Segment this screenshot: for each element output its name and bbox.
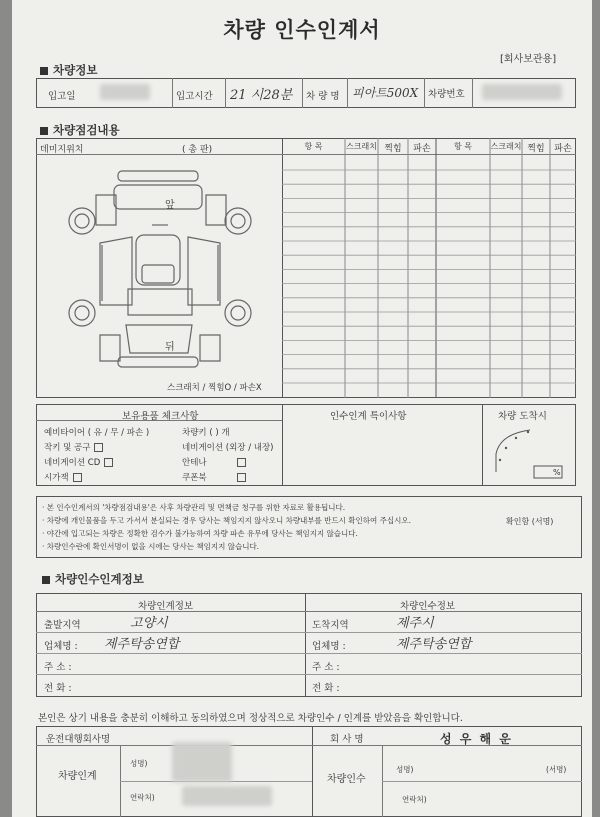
arrive-label: 도착지역 xyxy=(312,620,349,631)
left-company-label: 업체명 : xyxy=(44,641,78,652)
item-navigation: 네비게이션 (외장 / 내장) xyxy=(182,443,274,453)
square-bullet-icon xyxy=(42,576,50,584)
checkbox-navi-cd[interactable] xyxy=(104,458,113,467)
handover-heading: 차량인수인계정보 xyxy=(42,571,144,587)
company-name-label: 회 사 명 xyxy=(330,734,364,745)
square-bullet-icon xyxy=(40,127,48,135)
item-car-key: 차량키 ( ) 개 xyxy=(182,428,230,438)
inspection-header-1: 항 목 xyxy=(304,142,323,151)
notice-line-2: · 차량에 개인물품을 두고 가서서 분실되는 경우 당사는 책임지지 않사오니 차량내부를 반드시 확인하여 주십시오. xyxy=(42,516,412,525)
redacted-plate xyxy=(482,84,562,100)
fuel-percent-unit: % xyxy=(553,468,561,477)
inspection-header-4: 파손 xyxy=(413,144,431,154)
company-tag: [회사보관용] xyxy=(500,54,557,65)
inspection-header-5: 항 목 xyxy=(454,142,472,151)
driver-company-label: 운전대행회사명 xyxy=(46,734,111,745)
left-address-label: 주 소 : xyxy=(44,662,72,673)
model-value: 피아트500X xyxy=(352,86,419,100)
document-title: 차량 인수인계서 xyxy=(223,18,381,42)
inspection-header-7: 찍힘 xyxy=(527,144,545,154)
right-company-value: 제주탁송연합 xyxy=(396,637,472,652)
entry-time-value: 21 시28분 xyxy=(230,88,293,103)
item-coupon-book: 쿠폰북 xyxy=(182,471,246,483)
square-bullet-icon xyxy=(40,67,48,75)
right-address-label: 주 소 : xyxy=(312,662,340,673)
left-company-value: 제주탁송연합 xyxy=(104,637,180,652)
inspection-header-3: 찍힘 xyxy=(384,144,402,154)
notice-line-3: · 야간에 입고되는 차량은 정확한 검수가 불가능하여 차량 파손 유무에 당사는 책임지지 않습니다. xyxy=(42,529,358,538)
notice-line-4: · 차량인수란에 확인서명이 없을 시에는 당사는 책임지지 않습니다. xyxy=(42,542,260,551)
item-navi-cd: 네비게이션 CD xyxy=(44,456,113,468)
handover-left-title: 차량인계정보 xyxy=(138,601,194,612)
inspection-grid xyxy=(282,138,576,398)
special-notes-title: 인수인계 특이사항 xyxy=(330,411,407,422)
inspection-header-8: 파손 xyxy=(554,144,572,154)
model-label: 차 량 명 xyxy=(306,91,340,102)
agreement-statement: 본인은 상기 내용을 충분히 이해하고 동의하였으며 정상적으로 차량인수 / 인계를 받았음을 확인합니다. xyxy=(38,713,463,724)
inspection-header-2: 스크래치 xyxy=(346,142,377,151)
handover-contact-label: 연락처) xyxy=(130,793,155,802)
entry-time-label: 입고시간 xyxy=(176,91,213,102)
handover-sign-label: 차량인계 xyxy=(58,771,97,782)
item-jack: 작키 및 공구 xyxy=(44,441,103,453)
items-check-title: 보유용품 체크사항 xyxy=(122,411,199,422)
document-sheet xyxy=(12,0,592,817)
checkbox-cigar-jack[interactable] xyxy=(73,473,82,482)
checkbox-antenna[interactable] xyxy=(237,458,246,467)
right-phone-label: 전 화 : xyxy=(312,683,340,694)
vehicle-info-heading: 차량정보 xyxy=(40,62,97,78)
redacted-driver-company xyxy=(172,742,232,782)
damage-location-label: 데미지위치 xyxy=(40,145,84,155)
notice-confirm-sign: 확인함 (서명) xyxy=(506,517,554,526)
receive-sign-mark: (서명) xyxy=(546,765,567,774)
inspection-header-6: 스크래치 xyxy=(490,142,522,151)
redacted-handover-contact xyxy=(182,786,272,806)
checkbox-coupon-book[interactable] xyxy=(237,473,246,482)
company-name-value: 성 우 해 운 xyxy=(440,732,513,746)
handover-name-label: 성명) xyxy=(130,759,148,768)
depart-label: 출발지역 xyxy=(44,620,81,631)
arrive-value: 제주시 xyxy=(396,616,434,631)
car-damage-diagram xyxy=(56,165,266,375)
receive-sign-label: 차량인수 xyxy=(327,774,366,785)
receive-contact-label: 연락처) xyxy=(402,795,427,804)
item-spare-tire: 예비타이어 ( 유 / 무 / 파손 ) xyxy=(44,428,150,438)
right-company-label: 업체명 : xyxy=(312,641,346,652)
depart-value: 고양시 xyxy=(130,616,168,631)
damage-legend: 스크래치 / 찍힘O / 파손X xyxy=(167,383,262,393)
fuel-title: 차량 도착시 xyxy=(498,411,547,422)
item-cigar-jack: 시가잭 xyxy=(44,471,82,483)
front-label: 앞 xyxy=(165,200,175,211)
checkbox-jack[interactable] xyxy=(94,443,103,452)
handover-right-title: 차량인수정보 xyxy=(400,601,456,612)
entry-date-label: 입고일 xyxy=(48,91,76,102)
redacted-entry-date xyxy=(100,84,150,100)
receive-name-label: 성명) xyxy=(396,765,414,774)
plate-label: 차량번호 xyxy=(428,89,465,100)
rear-label: 뒤 xyxy=(165,342,175,353)
left-phone-label: 전 화 : xyxy=(44,683,72,694)
damage-total-label: ( 총 판) xyxy=(182,145,213,155)
notice-line-1: · 본 인수인계서의 '차량점검내용'은 사후 차량관리 및 면책금 청구를 위한 자료로 활용됩니다. xyxy=(42,503,346,512)
inspection-heading: 차량점검내용 xyxy=(40,122,120,138)
item-antenna: 안테나 xyxy=(182,456,246,468)
